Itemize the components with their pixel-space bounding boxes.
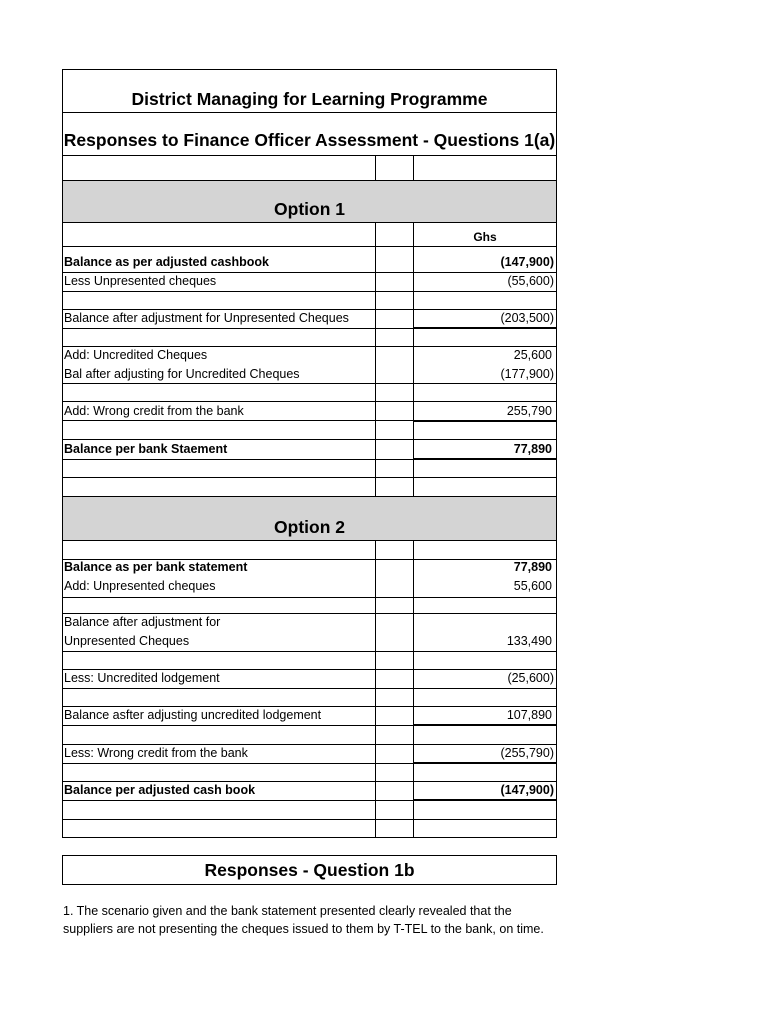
currency-label: Ghs	[473, 230, 497, 244]
total-underline	[413, 420, 557, 422]
option1-heading: Option 1	[274, 199, 345, 219]
table-border-right	[556, 69, 557, 838]
option2-row-value: 77,890	[513, 560, 552, 574]
hline	[62, 155, 557, 156]
hline	[62, 540, 557, 541]
option2-row-label: Balance as per bank statement	[64, 560, 248, 574]
table-border-bottom	[62, 837, 557, 838]
question1b-answer: 1. The scenario given and the bank statement presented clearly revealed that the suppliers are not presenting the cheques issued to them by T-TEL to the bank, on time.	[63, 904, 544, 936]
hline	[62, 180, 557, 181]
option1-row-label: Balance per bank Staement	[64, 442, 228, 456]
question1b-heading: Responses - Question 1b	[204, 860, 415, 880]
hline	[62, 651, 557, 652]
option2-row-label: Balance asfter adjusting uncredited lodgement	[64, 708, 322, 722]
total-underline	[413, 762, 557, 764]
option2-row-label: Unpresented Cheques	[64, 634, 190, 648]
hline	[62, 819, 557, 820]
option1-row-label: Bal after adjusting for Uncredited Cheques	[64, 367, 300, 381]
option2-row-value: 107,890	[506, 708, 552, 722]
option1-row-label: Add: Wrong credit from the bank	[64, 404, 244, 418]
option2-row-label: Balance after adjustment for	[64, 615, 221, 629]
hline	[62, 246, 557, 247]
hline	[62, 597, 557, 598]
document-title: District Managing for Learning Programme	[131, 89, 488, 109]
vline	[375, 222, 376, 497]
option2-heading: Option 2	[274, 517, 345, 537]
question1b-box	[62, 855, 557, 885]
option2-row-label: Add: Unpresented cheques	[64, 579, 216, 593]
option1-row-label: Balance after adjustment for Unpresented Cheques	[64, 311, 349, 325]
option1-row-value: 77,890	[513, 442, 552, 456]
option2-row-value: (147,900)	[500, 783, 554, 797]
option1-row-value: (147,900)	[500, 255, 554, 269]
hline	[62, 439, 557, 440]
hline	[62, 291, 557, 292]
document-subtitle: Responses to Finance Officer Assessment - Questions 1(a)	[63, 130, 556, 150]
option2-row-label: Balance per adjusted cash book	[64, 783, 256, 797]
table-border-top	[62, 69, 557, 70]
hline	[62, 477, 557, 478]
hline	[62, 222, 557, 223]
option2-row-value: 55,600	[513, 579, 552, 593]
option2-row-value: (255,790)	[500, 746, 554, 760]
hline	[62, 496, 557, 497]
option1-row-value: (55,600)	[507, 274, 554, 288]
vline	[413, 155, 414, 181]
option2-row-label: Less: Wrong credit from the bank	[64, 746, 248, 760]
total-underline	[413, 799, 557, 801]
hline	[62, 401, 557, 402]
option1-row-value: 255,790	[506, 404, 552, 418]
option1-row-value: 25,600	[513, 348, 552, 362]
hline	[62, 112, 557, 113]
option1-row-label: Balance as per adjusted cashbook	[64, 255, 269, 269]
hline	[62, 688, 557, 689]
option1-row-label: Less Unpresented cheques	[64, 274, 217, 288]
hline	[62, 383, 557, 384]
total-underline	[413, 458, 557, 460]
option2-row-value: (25,600)	[507, 671, 554, 685]
total-underline	[413, 327, 557, 329]
option1-row-value: (177,900)	[500, 367, 554, 381]
vline	[375, 540, 376, 838]
option1-row-value: (203,500)	[500, 311, 554, 325]
option2-row-value: 133,490	[506, 634, 552, 648]
table-border-left	[62, 69, 63, 838]
total-underline	[413, 724, 557, 726]
option1-row-label: Add: Uncredited Cheques	[64, 348, 208, 362]
option2-row-label: Less: Uncredited lodgement	[64, 671, 220, 685]
vline	[375, 155, 376, 181]
